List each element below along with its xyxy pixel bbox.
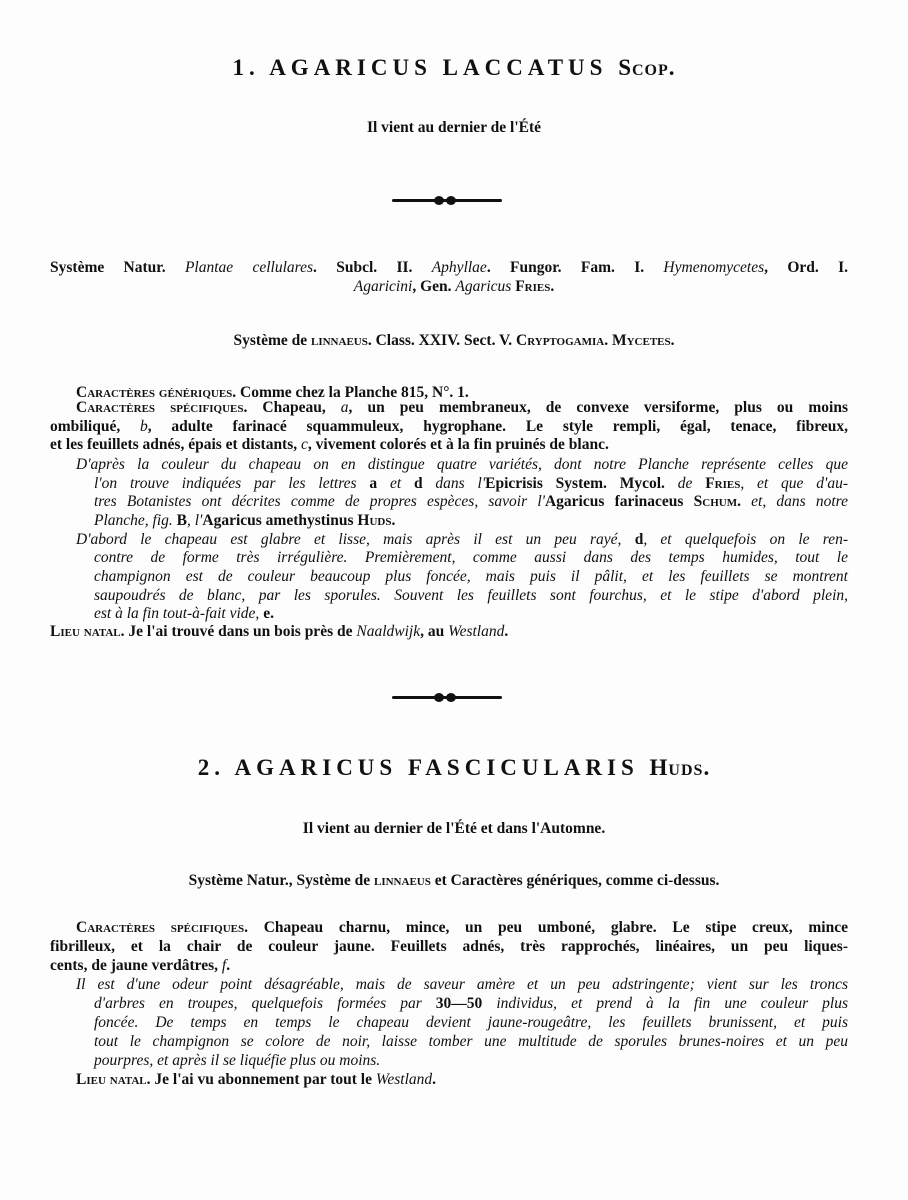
text-segment: 1. AGARICUS LACCATUS — [232, 55, 619, 80]
systema-summary-line — [0, 872, 908, 890]
text-segment: Aphyllae — [431, 259, 487, 276]
text-segment: Il vient au dernier de l'Été et dans l'Automne. — [302, 820, 606, 837]
text-segment: Planche, fig. — [94, 512, 177, 529]
text-segment: d'arbres en troupes, quelquefois formées par — [94, 995, 436, 1012]
text-segment: f — [221, 957, 227, 974]
text-segment: champignon est de couleur beaucoup plus foncée, mais puis il pâlit, et les feuillets se montrent — [94, 568, 848, 585]
text-segment: , au — [420, 623, 449, 640]
body-line — [76, 531, 848, 549]
text-segment: e. — [263, 605, 274, 622]
body-line — [94, 995, 848, 1013]
text-segment: 30—50 — [435, 995, 483, 1012]
text-segment: Agaricus — [455, 278, 512, 295]
text-segment: Lieu natal. — [50, 623, 125, 640]
ornament-divider — [392, 198, 502, 202]
text-segment: est à la fin tout-à-fait vide, — [94, 605, 264, 622]
text-segment: Naaldwijk — [356, 623, 421, 640]
text-segment: Système Natur. — [50, 259, 185, 276]
text-segment: Lieu natal. — [76, 1071, 151, 1088]
text-segment: Westland — [375, 1071, 433, 1088]
body-line — [76, 399, 848, 417]
text-segment: c — [301, 436, 308, 453]
ornament-divider — [392, 695, 502, 699]
text-segment: individus, et prend à la fin une couleur plus — [482, 995, 848, 1012]
text-segment: Fries — [705, 475, 741, 492]
text-segment: Caractères spécifiques. — [76, 399, 248, 416]
body-line — [50, 436, 609, 454]
text-segment: tres Botanistes ont décrites comme de propres espèces, savoir l' — [94, 493, 545, 510]
body-line — [94, 605, 274, 623]
species-title-2 — [0, 754, 908, 782]
systema-naturae-line — [50, 259, 848, 277]
text-segment: Epicrisis System. Mycol. — [485, 475, 665, 492]
text-segment: . — [226, 957, 231, 974]
text-segment: de — [664, 475, 706, 492]
text-segment: linnaeus — [311, 332, 368, 349]
text-segment: Comme chez la Planche 815, N°. 1. — [236, 384, 469, 401]
text-segment: d — [634, 531, 644, 548]
season-note-1 — [0, 119, 908, 137]
text-segment: D'après la couleur du chapeau on en distingue quatre variétés, dont notre Planche représente celles que — [76, 456, 848, 473]
text-segment: , l' — [187, 512, 203, 529]
text-segment: Fries. — [511, 278, 555, 295]
text-segment: cents, de jaune verdâtres, — [50, 957, 222, 974]
text-segment: Huds. — [649, 755, 711, 780]
text-segment: foncée. De temps en temps le chapeau devient jaune-rougeâtre, les feuillets brunissent, et puis — [94, 1014, 848, 1031]
text-segment: Caractères génériques. — [76, 384, 237, 401]
text-segment: Chapeau, — [247, 399, 341, 416]
text-segment: . — [432, 1071, 437, 1088]
text-segment: b — [139, 418, 148, 435]
text-segment: , un peu membraneux, de convexe versiforme, plus ou moins — [348, 399, 848, 416]
text-segment: Huds. — [357, 512, 396, 529]
text-segment: Il vient au dernier de l'Été — [366, 119, 542, 136]
text-segment: et — [377, 475, 414, 492]
text-segment: Je l'ai trouvé dans un bois près de — [124, 623, 357, 640]
body-line — [94, 475, 848, 493]
text-segment: pourpres, et après il se liquéfie plus ou moins. — [94, 1052, 381, 1069]
habitat-line — [50, 623, 508, 641]
body-line — [94, 1033, 848, 1051]
text-segment: a — [340, 399, 349, 416]
body-line — [50, 938, 848, 956]
text-segment: Système de — [233, 332, 311, 349]
body-line — [94, 512, 395, 530]
text-segment: , Ord. I. — [764, 259, 848, 276]
body-line — [94, 568, 848, 586]
text-segment: ombiliqué, — [50, 418, 140, 435]
text-segment: dans — [422, 475, 478, 492]
species-title-1 — [0, 54, 908, 82]
text-segment: Agaricus amethystinus — [202, 512, 358, 529]
text-segment: Schum. — [693, 493, 741, 510]
text-segment: linnaeus — [374, 872, 431, 889]
body-line — [50, 957, 230, 975]
text-segment: saupoudrés de blanc, par les sporules. Souvent les feuillets sont fourchus, et le stipe d'abord plein, — [94, 587, 848, 604]
text-segment: Agaricus farinaceus — [544, 493, 694, 510]
text-segment: Il est d'une odeur point désagréable, mais de saveur amère et un peu adstringente; vient sur les troncs — [76, 976, 848, 993]
body-line — [50, 418, 848, 436]
habitat-line — [76, 1071, 436, 1089]
text-segment: Chapeau charnu, mince, un peu umboné, glabre. Le stipe creux, mince — [248, 919, 848, 936]
systema-naturae-line-2 — [0, 278, 908, 296]
linnaeus-system-line — [0, 332, 908, 350]
text-segment: , adulte farinacé squammuleux, hygrophane. Le style rempli, égal, tenace, fibreux, — [147, 418, 848, 435]
text-segment: l' — [477, 475, 486, 492]
body-line — [94, 587, 848, 605]
text-segment: . Class. XXIV. Sect. V. — [367, 332, 516, 349]
text-segment: Caractères spécifiques. — [76, 919, 248, 936]
text-segment: a — [369, 475, 378, 492]
text-segment: , Gen. — [412, 278, 456, 295]
text-segment: Westland — [448, 623, 505, 640]
text-segment: d — [413, 475, 423, 492]
season-note-2 — [0, 820, 908, 838]
text-segment: contre de forme très irrégulière. Premièrement, comme aussi dans des temps humides, tout le — [94, 549, 848, 566]
body-line — [94, 1014, 848, 1032]
text-segment: Hymenomycetes — [663, 259, 765, 276]
text-segment: Plantae cellulares — [184, 259, 314, 276]
text-segment: . Subcl. II. — [313, 259, 432, 276]
text-segment: Scop. — [618, 55, 676, 80]
text-segment: fibrilleux, et la chair de couleur jaune. Feuillets adnés, très rapprochés, linéaires, un peu liques- — [50, 938, 848, 955]
text-segment: , vivement colorés et à la fin pruinés de blanc. — [307, 436, 609, 453]
body-line — [76, 919, 848, 937]
text-segment: et, dans notre — [740, 493, 849, 510]
text-segment: et Caractères génériques, comme ci-dessus. — [430, 872, 720, 889]
text-segment: , et quelquefois on le ren- — [643, 531, 848, 548]
body-line — [94, 1052, 380, 1070]
text-segment: et les feuillets adnés, épais et distants, — [50, 436, 302, 453]
text-segment: D'abord le chapeau est glabre et lisse, mais après il est un peu rayé, — [76, 531, 635, 548]
body-line — [94, 493, 848, 511]
text-segment: . — [504, 623, 509, 640]
text-segment: 2. AGARICUS FASCICULARIS — [197, 755, 650, 780]
text-segment: Cryptogamia. Mycetes. — [516, 332, 675, 349]
text-segment: B — [176, 512, 187, 529]
text-segment: Agaricini — [353, 278, 413, 295]
text-segment: . Fungor. Fam. I. — [486, 259, 664, 276]
text-segment: Système Natur., Système de — [188, 872, 374, 889]
body-line — [76, 456, 848, 474]
text-segment: , et que d'au- — [740, 475, 848, 492]
text-segment: tout le champignon se colore de noir, laisse tomber une multitude de sporules brunes-noires et un peu — [94, 1033, 848, 1050]
text-segment: l'on trouve indiquées par les lettres — [94, 475, 370, 492]
text-segment: Je l'ai vu abonnement par tout le — [150, 1071, 376, 1088]
body-line — [76, 976, 848, 994]
body-line — [94, 549, 848, 567]
